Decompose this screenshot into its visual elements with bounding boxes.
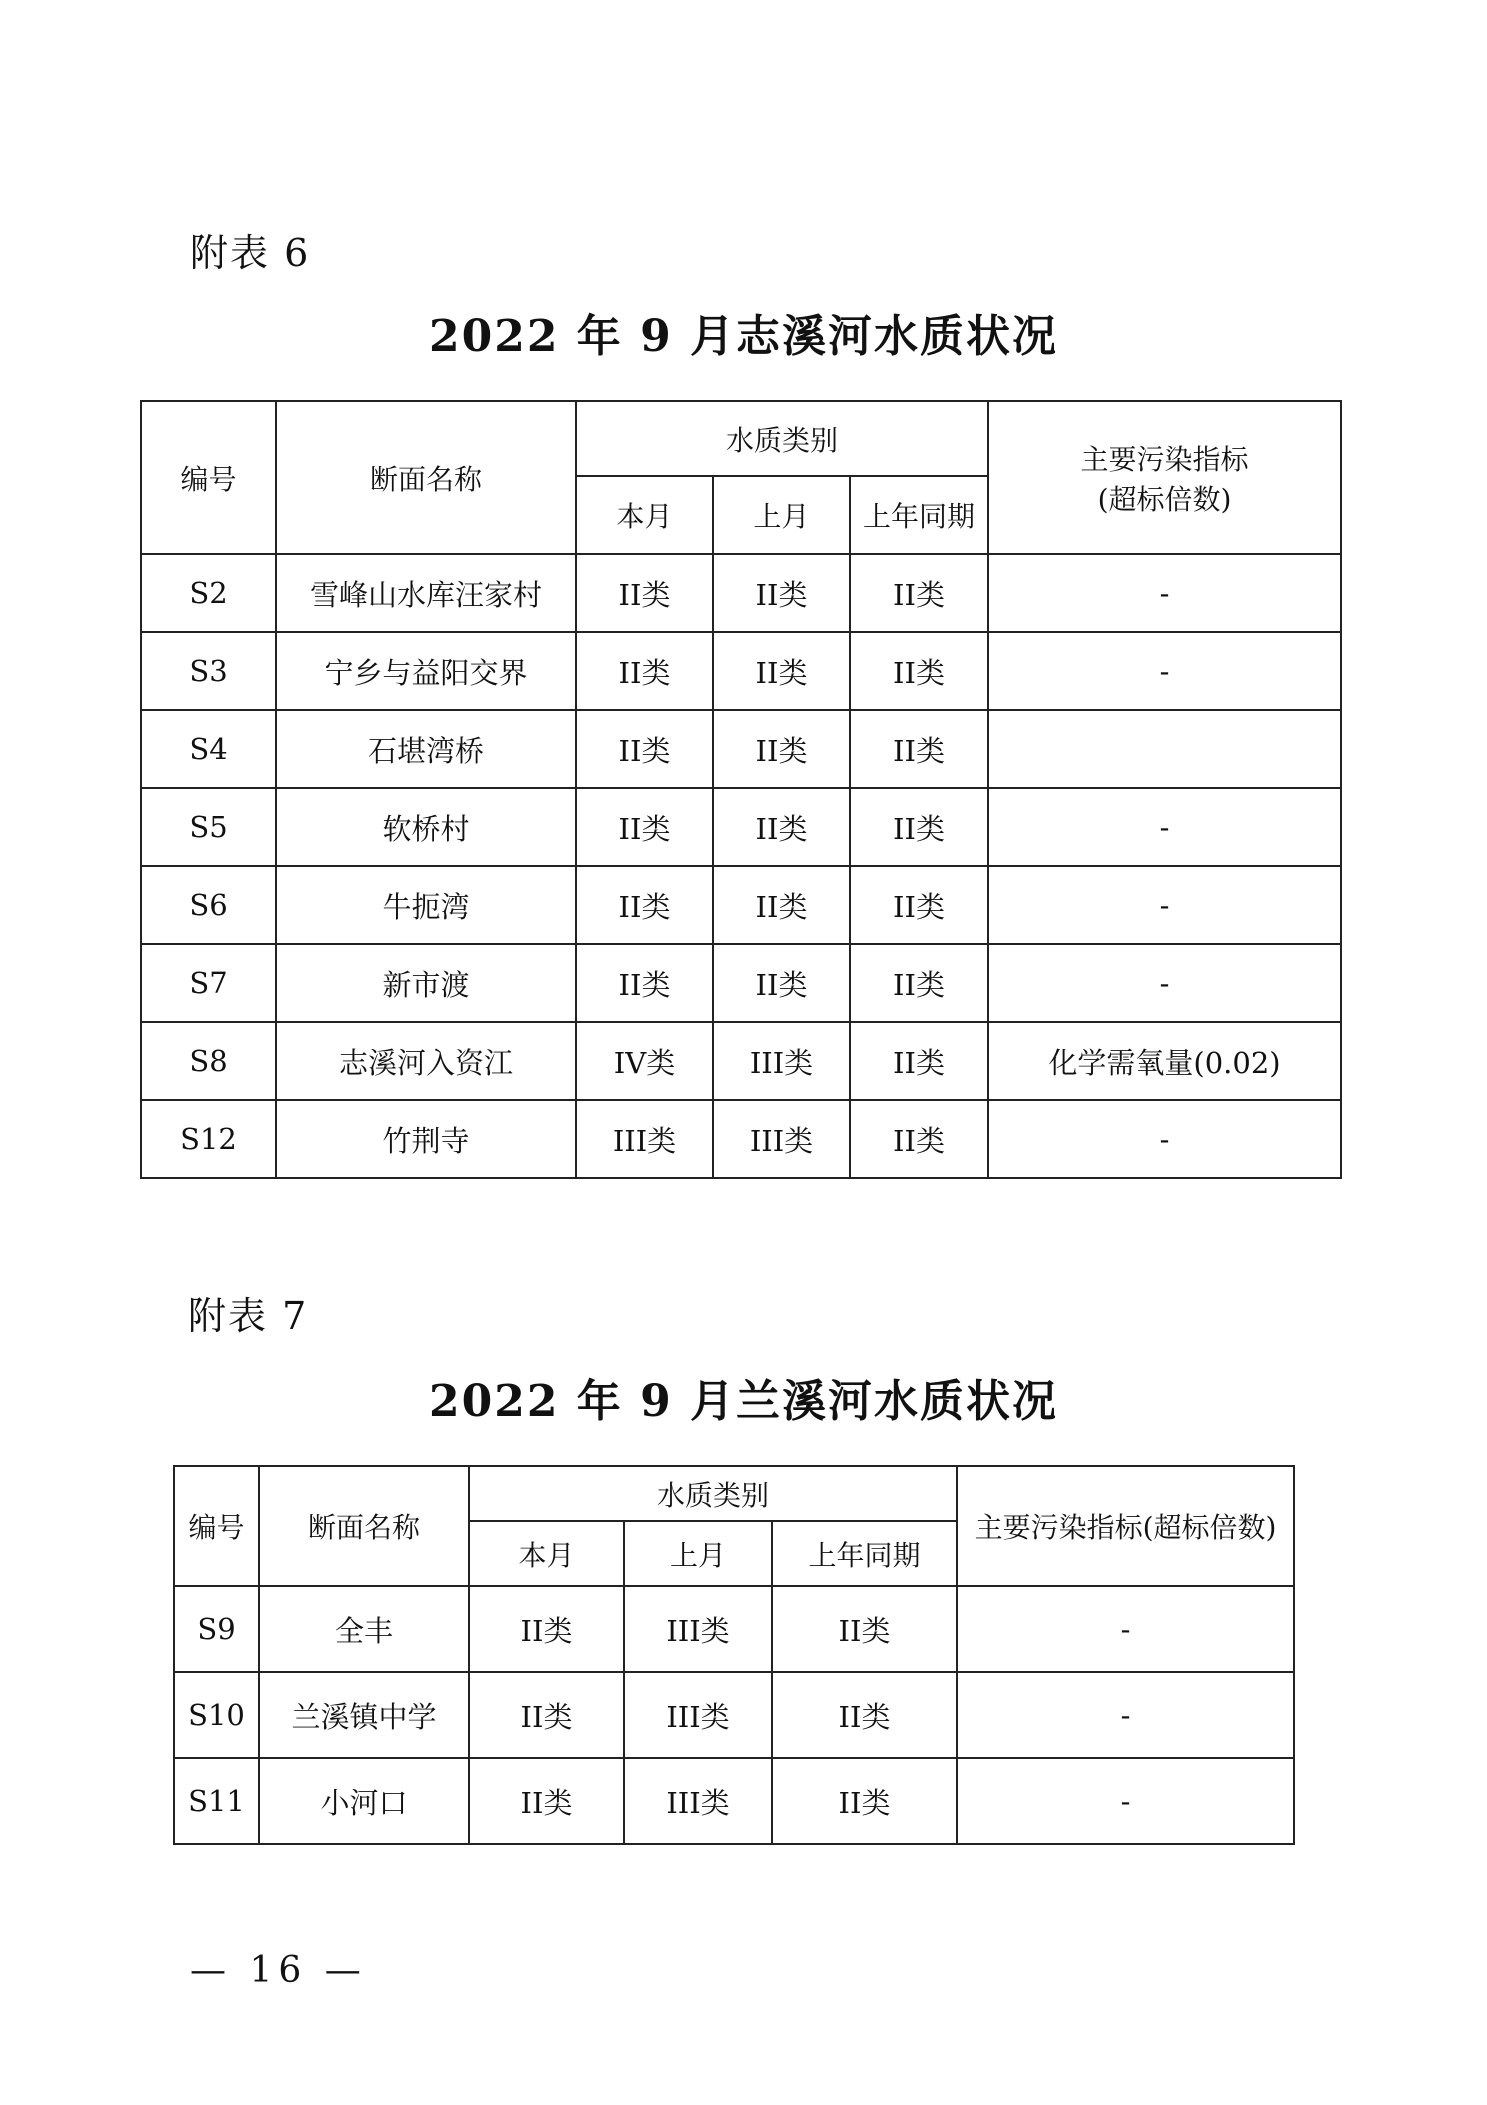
table-row xyxy=(141,1100,1341,1178)
cell-id: S11 xyxy=(174,1758,259,1844)
cell-name: 竹荆寺 xyxy=(276,1100,576,1178)
table-row xyxy=(141,554,1341,632)
cell-this-month: III类 xyxy=(576,1100,713,1178)
header-pollutant-line1: 主要污染指标 xyxy=(1080,442,1249,476)
cell-name: 志溪河入资江 xyxy=(276,1022,576,1100)
cell-last-year: II类 xyxy=(850,788,988,866)
cell-pollutant: - xyxy=(957,1586,1294,1672)
cell-pollutant: - xyxy=(988,554,1341,632)
cell-pollutant xyxy=(988,710,1341,788)
header-name: 断面名称 xyxy=(276,401,576,554)
cell-id: S2 xyxy=(141,554,276,632)
cell-last-month: II类 xyxy=(713,632,850,710)
cell-last-year: II类 xyxy=(772,1672,957,1758)
cell-last-year: II类 xyxy=(772,1758,957,1844)
cell-this-month: IV类 xyxy=(576,1022,713,1100)
table7-label: 附表 7 xyxy=(188,1294,309,1338)
header-last-year: 上年同期 xyxy=(772,1521,957,1586)
table-row xyxy=(141,866,1341,944)
table7 xyxy=(173,1465,1295,1845)
cell-pollutant: - xyxy=(988,1100,1341,1178)
cell-last-month: III类 xyxy=(713,1100,850,1178)
cell-this-month: II类 xyxy=(576,554,713,632)
cell-id: S4 xyxy=(141,710,276,788)
cell-name: 雪峰山水库汪家村 xyxy=(276,554,576,632)
table6-label: 附表 6 xyxy=(190,231,311,275)
cell-id: S6 xyxy=(141,866,276,944)
header-last-year: 上年同期 xyxy=(850,476,988,554)
header-name: 断面名称 xyxy=(259,1466,469,1586)
header-last-month: 上月 xyxy=(624,1521,772,1586)
cell-pollutant: 化学需氧量(0.02) xyxy=(988,1022,1341,1100)
cell-id: S7 xyxy=(141,944,276,1022)
cell-pollutant: - xyxy=(988,944,1341,1022)
cell-id: S8 xyxy=(141,1022,276,1100)
header-water-class: 水质类别 xyxy=(469,1466,957,1521)
table-row xyxy=(141,1022,1341,1100)
cell-last-year: II类 xyxy=(850,1100,988,1178)
cell-last-month: III类 xyxy=(624,1758,772,1844)
table6 xyxy=(140,400,1342,1179)
cell-last-month: III类 xyxy=(624,1586,772,1672)
cell-id: S12 xyxy=(141,1100,276,1178)
cell-pollutant: - xyxy=(988,788,1341,866)
cell-last-month: II类 xyxy=(713,710,850,788)
table-row xyxy=(141,944,1341,1022)
cell-last-month: II类 xyxy=(713,944,850,1022)
header-pollutant: 主要污染指标(超标倍数) xyxy=(957,1466,1294,1586)
cell-this-month: II类 xyxy=(576,710,713,788)
cell-this-month: II类 xyxy=(576,866,713,944)
header-id: 编号 xyxy=(174,1466,259,1586)
header-pollutant-line2: (超标倍数) xyxy=(1097,482,1232,516)
cell-this-month: II类 xyxy=(469,1586,624,1672)
table-row xyxy=(141,710,1341,788)
cell-last-month: II类 xyxy=(713,554,850,632)
cell-last-year: II类 xyxy=(772,1586,957,1672)
cell-name: 小河口 xyxy=(259,1758,469,1844)
cell-this-month: II类 xyxy=(576,632,713,710)
cell-last-year: II类 xyxy=(850,710,988,788)
header-last-month: 上月 xyxy=(713,476,850,554)
cell-id: S3 xyxy=(141,632,276,710)
cell-name: 石堪湾桥 xyxy=(276,710,576,788)
cell-this-month: II类 xyxy=(576,788,713,866)
cell-id: S5 xyxy=(141,788,276,866)
cell-this-month: II类 xyxy=(576,944,713,1022)
cell-name: 全丰 xyxy=(259,1586,469,1672)
cell-name: 牛扼湾 xyxy=(276,866,576,944)
table-row xyxy=(174,1672,1294,1758)
table-row xyxy=(141,788,1341,866)
table-row xyxy=(174,1758,1294,1844)
header-this-month: 本月 xyxy=(576,476,713,554)
cell-last-month: II类 xyxy=(713,866,850,944)
cell-this-month: II类 xyxy=(469,1672,624,1758)
cell-id: S9 xyxy=(174,1586,259,1672)
cell-this-month: II类 xyxy=(469,1758,624,1844)
cell-pollutant: - xyxy=(988,866,1341,944)
cell-last-year: II类 xyxy=(850,1022,988,1100)
table-row xyxy=(174,1586,1294,1672)
cell-last-month: III类 xyxy=(713,1022,850,1100)
page-number: — 16 — xyxy=(190,1950,367,1991)
table-row xyxy=(141,632,1341,710)
table6-title: 2022 年 9 月志溪河水质状况 xyxy=(428,311,1059,362)
cell-pollutant: - xyxy=(957,1672,1294,1758)
cell-id: S10 xyxy=(174,1672,259,1758)
table7-title: 2022 年 9 月兰溪河水质状况 xyxy=(428,1376,1059,1427)
cell-name: 宁乡与益阳交界 xyxy=(276,632,576,710)
header-this-month: 本月 xyxy=(469,1521,624,1586)
header-id: 编号 xyxy=(141,401,276,554)
cell-name: 兰溪镇中学 xyxy=(259,1672,469,1758)
header-pollutant xyxy=(988,401,1341,554)
cell-last-year: II类 xyxy=(850,554,988,632)
cell-pollutant: - xyxy=(988,632,1341,710)
header-water-class: 水质类别 xyxy=(576,401,988,476)
cell-name: 软桥村 xyxy=(276,788,576,866)
cell-last-month: II类 xyxy=(713,788,850,866)
cell-last-year: II类 xyxy=(850,632,988,710)
cell-pollutant: - xyxy=(957,1758,1294,1844)
cell-last-year: II类 xyxy=(850,944,988,1022)
cell-name: 新市渡 xyxy=(276,944,576,1022)
cell-last-year: II类 xyxy=(850,866,988,944)
cell-last-month: III类 xyxy=(624,1672,772,1758)
